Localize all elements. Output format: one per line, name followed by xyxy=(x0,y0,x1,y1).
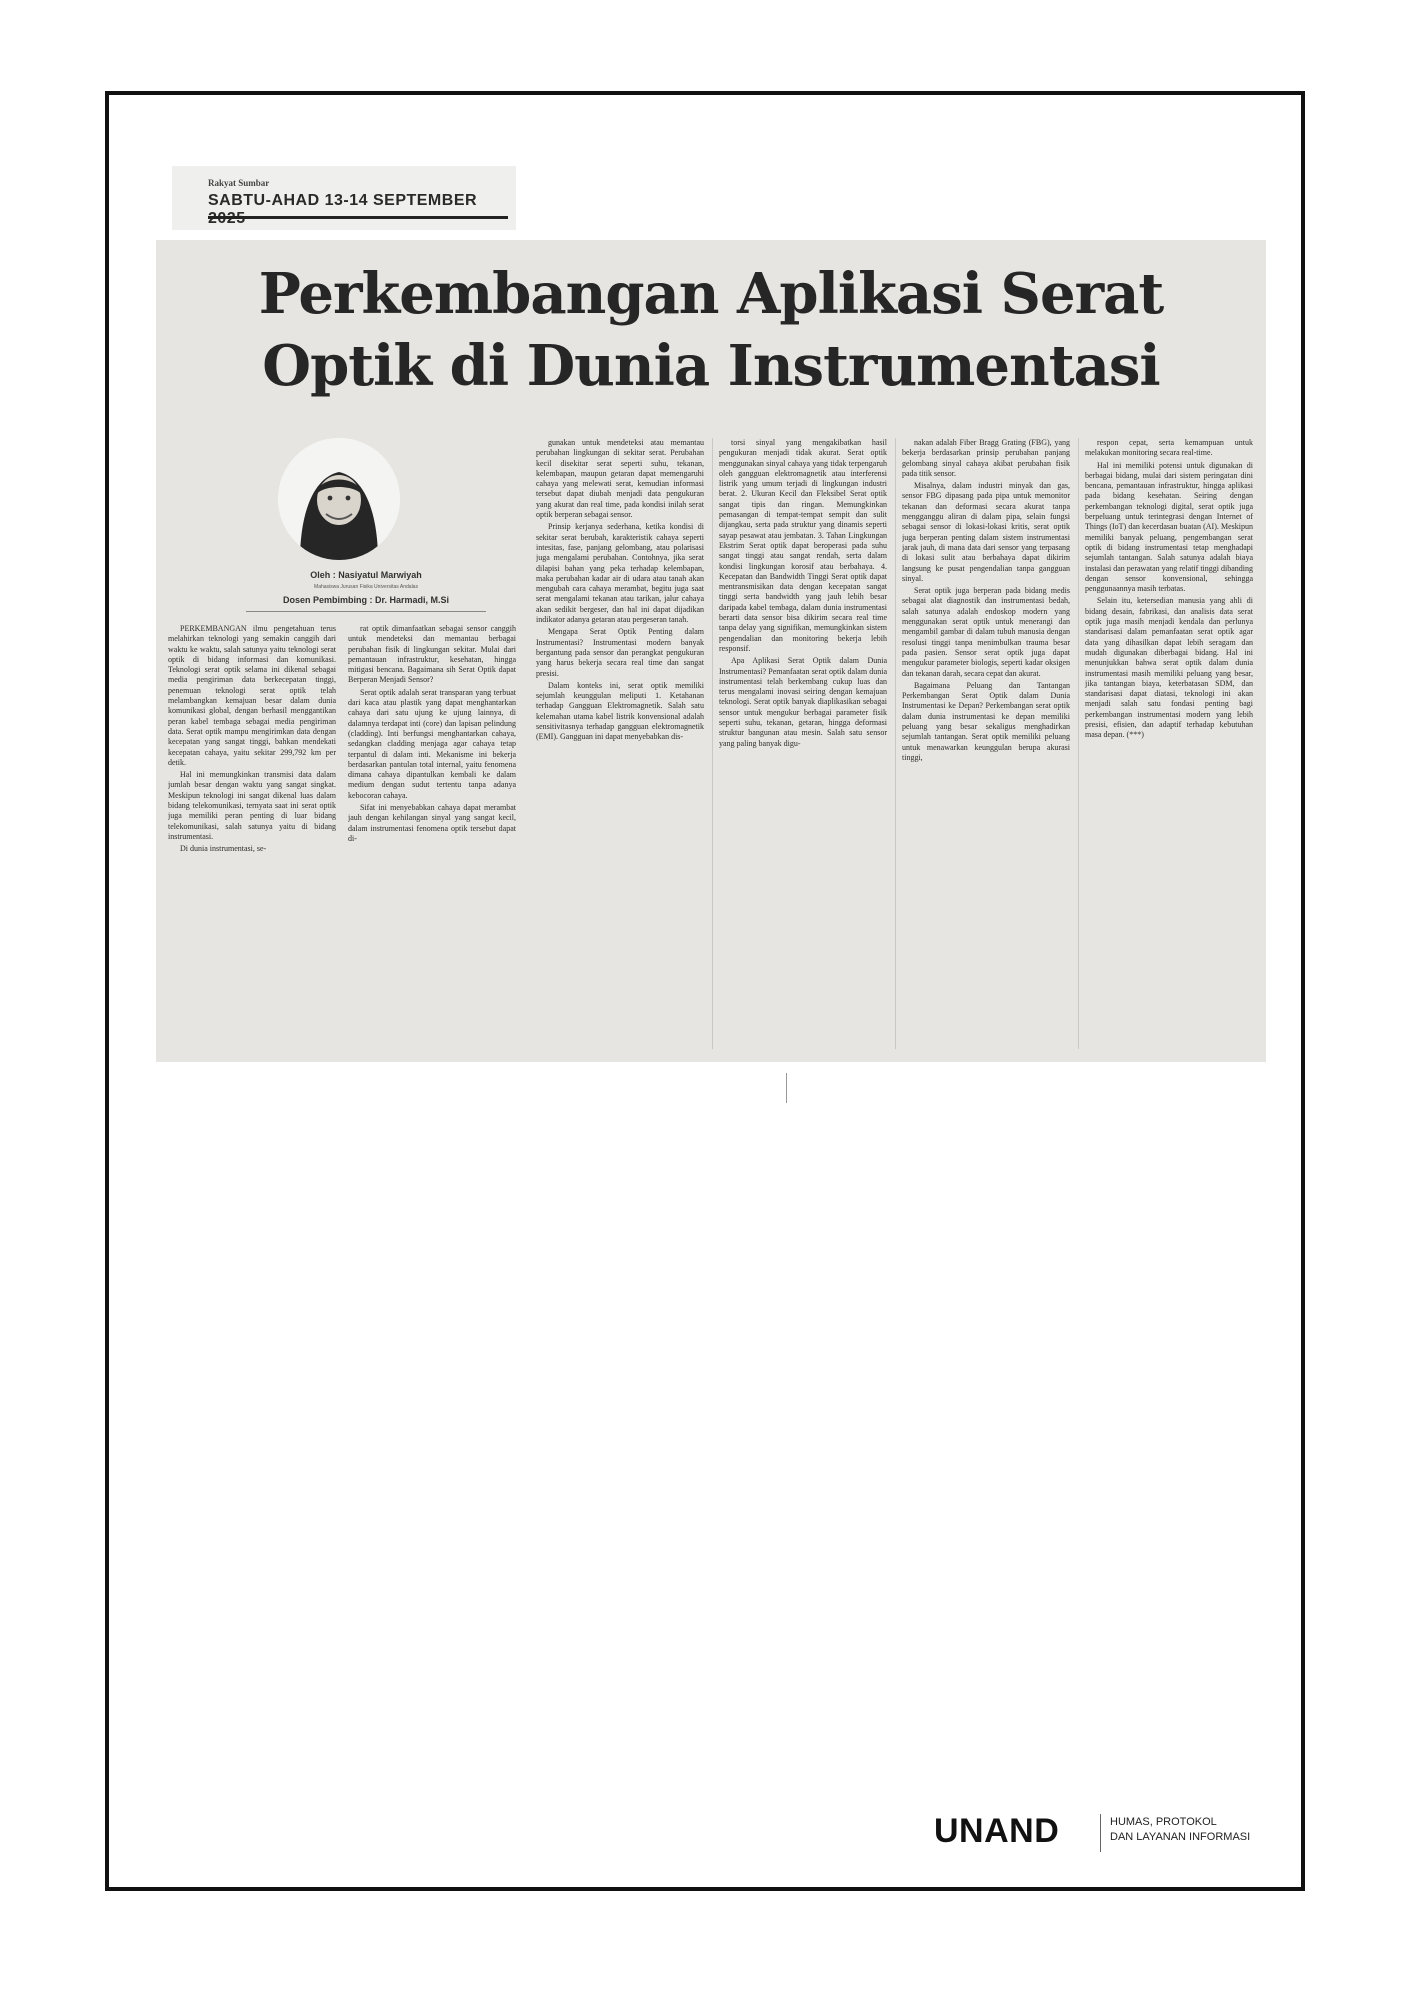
article-paragraph: gunakan untuk mendeteksi atau memantau perubahan lingkungan di sekitar serat. Perubahan kecil disekitar serat seperti suhu, tekanan, kelembapan, maupun getaran dapat memengaruhi cahaya yang melewati serat, kemudian informasi tersebut dapat diubah menjadi data pengukuran yang akurat dan real time, pada kondisi inilah serat optik berperan sebagai sensor. xyxy=(536,438,704,520)
article-column-2 xyxy=(536,438,704,1049)
article-paragraph: PERKEMBANGAN ilmu pengetahuan terus melahirkan teknologi yang semakin canggih dari waktu ke waktu, salah satunya yaitu teknologi serat optik di bidang informasi dan komunikasi. Teknologi serat optik selama ini dikenal sebagai media pengiriman data berkecepatan tinggi, penemuan teknologi serat optik telah melambangkan kemajuan besar dalam dunia komunikasi global, dengan berhasil menggantikan peran kabel tembaga sebagai media pengiriman data. Serat optik mampu mengirimkan data dengan kecepatan yang sangat tinggi, bahkan mendekati kecepatan cahaya, yaitu sekitar 299,792 km per detik. xyxy=(168,624,336,767)
issue-date: SABTU-AHAD 13-14 SEPTEMBER xyxy=(208,192,478,209)
article-column-5 xyxy=(1085,438,1253,1049)
headline-line-1: Perkembangan Aplikasi Serat xyxy=(258,261,1164,327)
article-paragraph: Bagaimana Peluang dan Tantangan Perkembangan Serat Optik dalam Dunia Instrumentasi ke Depan? Perkembangan serat optik dalam dunia instrumentasi ke depan memiliki peluang yang besar sekaligus menghadirkan sejumlah tantangan. Serat optik memiliki peluang untuk menawarkan keunggulan berupa akurasi tinggi, xyxy=(902,680,1070,762)
newspaper-masthead xyxy=(172,166,516,230)
article-clipping xyxy=(156,240,1266,1062)
brand-unit-line-1: HUMAS, PROTOKOL xyxy=(1110,1816,1217,1828)
article-paragraph: nakan adalah Fiber Bragg Grating (FBG), yang bekerja berdasarkan prinsip perubahan panjang gelombang sinyal cahaya akibat perubahan fisik pada titik sensor. xyxy=(902,438,1070,478)
article-paragraph: Apa Aplikasi Serat Optik dalam Dunia Instrumentasi? Pemanfaatan serat optik dalam dunia instrumentasi telah berkembang cukup luas dan terus mengalami inovasi seiring dengan kemajuan teknologi. Serat optik banyak diaplikasikan sebagai sensor untuk mengukur berbagai parameter fisik seperti suhu, tekanan, getaran, hingga deformasi struktur bangunan atau mesin. Salah satu sensor yang paling banyak digu- xyxy=(719,656,887,748)
article-paragraph: Dalam konteks ini, serat optik memiliki sejumlah keunggulan meliputi 1. Ketahanan terhadap Gangguan Elektromagnetik. Salah satu kelemahan utama kabel listrik konvensional adalah sensitivitasnya terhadap gangguan elektromagnetik (EMI). Gangguan ini dapat menyebabkan dis- xyxy=(536,680,704,742)
column-divider xyxy=(1078,438,1079,1049)
article-paragraph: respon cepat, serta kemampuan untuk melakukan monitoring secara real-time. xyxy=(1085,438,1253,458)
advisor-name: Dosen Pembimbing : Dr. Harmadi, M.Si xyxy=(282,595,450,605)
author-name: Oleh : Nasiyatul Marwiyah xyxy=(310,570,422,580)
article-column-1b xyxy=(348,624,516,1049)
article-paragraph: Di dunia instrumentasi, se- xyxy=(180,844,267,854)
article-column-4 xyxy=(902,438,1070,1049)
article-paragraph: Selain itu, ketersedian manusia yang ahli di bidang desain, fabrikasi, dan analisis data serat optik juga masih menjadi kendala dan perlunya standarisasi dalam pemanfaatan serat optik agar data yang dihasilkan dapat lebih seragam dan mudah digunakan diberbagai bidang. Hal ini menunjukkan bahwa serat optik dalam dunia instrumentasi masih memiliki peluang yang besar, jika tantangan biaya, keterbatasan SDM, dan standarisasi dapat diatasi, teknologi ini akan menjadi salah satu fondasi penting bagi perkembangan instrumentasi modern yang lebih presisi, efisien, dan adaptif terhadap kebutuhan masa depan. (***) xyxy=(1085,596,1253,740)
brand-separator xyxy=(1100,1814,1101,1852)
article-paragraph: Sifat ini menyebabkan cahaya dapat merambat jauh dengan kehilangan sinyal yang sangat kecil, dalam instrumentasi fenomena optik tersebut dapat di- xyxy=(348,803,516,843)
article-paragraph: Misalnya, dalam industri minyak dan gas, sensor FBG dipasang pada pipa untuk memonitor tekanan dan deformasi secara akurat tanpa mengganggu aliran di dalam pipa, selain fungsi sebagai sensor di lokasi-lokasi kritis, serat optik juga berperan penting dalam sistem instrumentasi jarak jauh, di mana data dari sensor yang terpasang di lokasi sulit atau berbahaya dapat dikirim langsung ke pusat pengendalian tanpa gangguan sinyal. xyxy=(902,481,1070,583)
article-paragraph: Hal ini memiliki potensi untuk digunakan di berbagai bidang, mulai dari sistem peringatan dini bencana, pemantauan infrastruktur, hingga aplikasi pada bidang kesehatan. Seiring dengan perkembangan teknologi digital, serat optik juga berpeluang untuk terintegrasi dengan Internet of Things (IoT) dan kecerdasan buatan (AI). Meskipun memiliki banyak peluang, pengembangan serat optik di bidang instrumentasi tetap menghadapi sejumlah tantangan. Salah satunya adalah biaya instalasi dan perawatan yang relatif tinggi dibanding dengan sensor konvensional, sehingga penggunaannya masih terbatas. xyxy=(1085,460,1253,594)
author-role: Mahasiswa Jurusan Fisika Universitas Andalas xyxy=(314,584,418,590)
article-column-3 xyxy=(719,438,887,1049)
author-photo xyxy=(278,438,400,560)
article-headline xyxy=(156,258,1266,402)
article-paragraph: Hal ini memungkinkan transmisi data dalam jumlah besar dengan waktu yang sangat singkat. Meskipun teknologi ini sangat dikenal luas dalam bidang telekomunikasi, ternyata saat ini serat optik juga memiliki peran penting di luar bidang telekomunikasi, salah satunya yaitu di bidang instrumentasi. xyxy=(168,770,336,841)
unand-logo: UNAND xyxy=(934,1812,1060,1850)
author-portrait-icon xyxy=(278,438,400,560)
headline-line-2: Optik di Dunia Instrumentasi xyxy=(262,333,1160,399)
article-paragraph: torsi sinyal yang mengakibatkan hasil pengukuran menjadi tidak akurat. Serat optik menggunakan sinyal cahaya yang tidak terpengaruh oleh gangguan elektromagnetik atau interferensi listrik yang umum terjadi di lingkungan industri berat. 2. Ukuran Kecil dan Fleksibel Serat optik sangat tipis dan ringan. Memungkinkan pemasangan di tempat-tempat sempit dan sulit dijangkau, serta pada struktur yang dinamis seperti sayap pesawat atau jembatan. 3. Tahan Lingkungan Ekstrim Serat optik dapat beroperasi pada suhu sangat tinggi atau sangat rendah, serta dalam kondisi lingkungan korosif atau berbahaya. 4. Kecepatan dan Bandwidth Tinggi Serat optik dapat mentransmisikan data dengan kecepatan sangat tinggi serta bandwidth yang jauh lebih besar daripada kabel tembaga, dalam dunia instrumentasi berarti data sensor bisa dikirim secara real time tanpa delay yang signifikan, memungkinkan sistem pengendalian dan monitoring bekerja lebih responsif. xyxy=(719,438,887,653)
brand-unit-line-2: DAN LAYANAN INFORMASI xyxy=(1110,1831,1251,1843)
author-block xyxy=(246,438,486,634)
page-mark xyxy=(786,1073,787,1103)
newspaper-name: Rakyat Sumbar xyxy=(208,178,270,188)
article-paragraph: rat optik dimanfaatkan sebagai sensor canggih untuk mendeteksi dan memantau berbagai perubahan fisik di lingkungan sekitar. Mulai dari pemantauan infrastruktur, kesehatan, hingga mitigasi bencana. Bagaimana sih Serat Optik dapat Berperan Menjadi Sensor? xyxy=(348,624,516,685)
article-paragraph: Mengapa Serat Optik Penting dalam Instrumentasi? Instrumentasi modern banyak bergantung pada sensor dan perangkat pengukuran yang harus bekerja secara real time dan sangat presisi. xyxy=(536,627,704,678)
author-divider xyxy=(246,611,486,612)
article-paragraph: Serat optik juga berperan pada bidang medis sebagai alat diagnostik dan instrumentasi bedah, salah satunya adalah endoskop modern yang menggunakan serat optik untuk menerangi dan mengambil gambar di dalam tubuh manusia dengan resolusi tinggi tanpa menimbulkan trauma besar pada pasien. Sensor serat optik juga dapat mengukur parameter biologis, seperti kadar oksigen dan tekanan darah, secara cepat dan akurat. xyxy=(902,586,1070,678)
column-divider xyxy=(895,438,896,1049)
article-column-1a xyxy=(168,624,336,1049)
article-paragraph: Prinsip kerjanya sederhana, ketika kondisi di sekitar serat berubah, karakteristik cahaya seperti intesitas, fase, panjang gelombang, atau polarisasi juga mengalami perubahan. Contohnya, jika serat dilapisi bahan yang peka terhadap kelembapan, maka perubahan kadar air di udara atau tanah akan mengubah cara cahaya merambat, begitu juga saat serat mengalami tekanan atau tarikan, jalur cahaya akan sedikit bergeser, dan hal ini dapat dijadikan indikator adanya getaran atau pergeseran tanah. xyxy=(536,522,704,625)
masthead-rule xyxy=(208,216,508,219)
column-divider xyxy=(712,438,713,1049)
article-paragraph: Serat optik adalah serat transparan yang terbuat dari kaca atau plastik yang dapat menghantarkan cahaya dari satu ujung ke ujung lainnya, di dalamnya terdapat inti (core) dan lapisan pelindung (cladding). Inti berfungsi menghantarkan cahaya, sedangkan cladding menjaga agar cahaya tetap terpantul di dalam inti. Mekanisme ini bekerja berdasarkan pantulan total internal, yaitu fenomena dimana cahaya dipantulkan kembali ke dalam medium dengan sudut tertentu tanpa adanya kebocoran cahaya. xyxy=(348,687,516,800)
